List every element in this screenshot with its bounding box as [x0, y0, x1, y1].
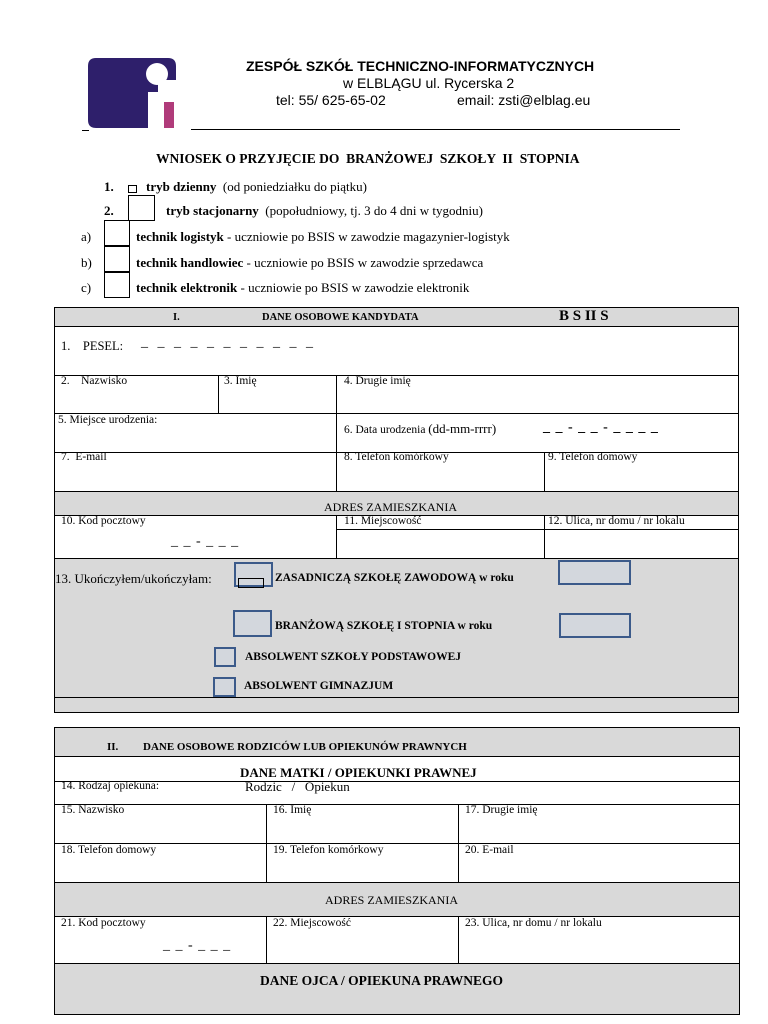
mode-evening: [166, 203, 483, 219]
birthdate-label-text: 6. Data urodzenia: [344, 424, 426, 436]
mode-evening-num: 2.: [104, 203, 114, 218]
zasad-checkbox-inner: [238, 578, 264, 588]
mobile-label: 8. Telefon komórkowy: [344, 451, 449, 463]
second-name-label: 4. Drugie imię: [344, 375, 411, 387]
profession-a-letter: a): [81, 229, 92, 244]
parent-street-label: 23. Ulica, nr domu / nr lokalu: [465, 917, 602, 929]
school-phone: tel: 55/ 625-65-02: [276, 92, 386, 108]
parent-second-name-label: 17. Drugie imię: [465, 804, 538, 816]
birthdate-dashes: _ _ - _ _ - _ _ _ _: [543, 420, 659, 435]
mode-daily-desc: (od poniedziałku do piątku): [222, 179, 367, 194]
zasad-year-field[interactable]: [558, 560, 631, 585]
surname-label: 2. Nazwisko: [61, 375, 128, 387]
form-title: WNIOSEK O PRZYJĘCIE DO BRANŻOWEJ SZKOŁY II STOPNIA: [156, 151, 580, 166]
gimn-label: ABSOLWENT GIMNAZJUM: [244, 680, 394, 692]
mode-evening-checkbox[interactable]: [128, 195, 155, 221]
section1-title: DANE OSOBOWE KANDYDATA: [262, 312, 419, 323]
email-label: 7. E-mail: [61, 451, 107, 463]
graduated-bottom-strip: [54, 697, 739, 713]
bs1-year-field[interactable]: [559, 613, 631, 638]
parent-postal-code-dashes: _ _ - _ _ _: [163, 938, 232, 953]
profession-a-name: technik logistyk: [136, 229, 224, 244]
parent-email-label: 20. E-mail: [465, 844, 514, 856]
city-label: 11. Miejscowość: [344, 515, 422, 527]
pesel-cell[interactable]: [54, 326, 739, 376]
profession-b-letter: b): [81, 255, 92, 270]
parent-mobile-label: 19. Telefon komórkowy: [273, 844, 384, 856]
street-cell[interactable]: [544, 529, 739, 559]
podst-checkbox[interactable]: [214, 647, 236, 667]
school-logo: [88, 58, 178, 128]
birthdate-label: [344, 421, 496, 437]
gimn-checkbox[interactable]: [213, 677, 236, 697]
profession-b-name: technik handlowiec: [136, 255, 244, 270]
profession-c-checkbox[interactable]: [104, 272, 130, 298]
mode-daily-checkbox[interactable]: [128, 185, 137, 193]
school-email: email: zsti@elblag.eu: [457, 92, 591, 108]
profession-a-checkbox[interactable]: [104, 220, 130, 246]
birthplace-label: 5. Miejsce urodzenia:: [58, 414, 158, 426]
city-cell[interactable]: [336, 529, 545, 559]
program-badge: B S II S: [559, 308, 609, 324]
parent-home-phone-label: 18. Telefon domowy: [61, 844, 157, 856]
profession-b-desc: - uczniowie po BSIS w zawodzie sprzedawca: [243, 255, 484, 270]
mode-evening-desc: (popołudniowy, tj. 3 do 4 dni w tygodniu): [265, 203, 483, 218]
header-divider-short: [82, 130, 89, 131]
guardian-type-label: 14. Rodzaj opiekuna:: [61, 780, 160, 792]
postal-code-label: 10. Kod pocztowy: [61, 515, 146, 527]
mode-evening-name: tryb stacjonarny: [166, 203, 259, 218]
profession-b: [136, 255, 483, 271]
profession-a-desc: - uczniowie po BSIS w zawodzie magazynier-logistyk: [223, 229, 510, 244]
parent-postal-code-label: 21. Kod pocztowy: [61, 917, 146, 929]
zasad-label: ZASADNICZĄ SZKOŁĘ ZAWODOWĄ w roku: [275, 572, 514, 584]
home-phone-label: 9. Telefon domowy: [548, 451, 638, 463]
bs1-label: BRANŻOWĄ SZKOŁĘ I STOPNIA w roku: [275, 620, 493, 632]
school-address: w ELBLĄGU ul. Rycerska 2: [343, 75, 515, 91]
mode-daily: [146, 179, 367, 195]
pesel-label: 1. PESEL:: [61, 339, 124, 353]
profession-b-checkbox[interactable]: [104, 246, 130, 272]
postal-code-dashes: _ _ - _ _ _: [171, 534, 240, 549]
profession-a: [136, 229, 510, 245]
parent-first-name-label: 16. Imię: [273, 804, 312, 816]
profession-c-letter: c): [81, 280, 92, 295]
birthdate-format: (dd-mm-rrrr): [428, 421, 497, 436]
first-name-label: 3. Imię: [224, 375, 257, 387]
bs1-checkbox[interactable]: [233, 610, 272, 637]
section1-num: I.: [173, 312, 180, 323]
header-divider: [191, 129, 680, 130]
mother-header-label: DANE MATKI / OPIEKUNKI PRAWNEJ: [240, 765, 477, 780]
street-label: 12. Ulica, nr domu / nr lokalu: [548, 515, 685, 527]
address-header-label: ADRES ZAMIESZKANIA: [324, 500, 457, 514]
section2-num: II.: [107, 741, 119, 753]
profession-c-desc: - uczniowie po BSIS w zawodzie elektronik: [237, 280, 470, 295]
father-header-label: DANE OJCA / OPIEKUNA PRAWNEGO: [260, 973, 504, 988]
parent-address-header-label: ADRES ZAMIESZKANIA: [325, 893, 458, 907]
mode-daily-name: tryb dzienny: [146, 179, 217, 194]
profession-c-name: technik elektronik: [136, 280, 238, 295]
school-name: ZESPÓŁ SZKÓŁ TECHNICZNO-INFORMATYCZNYCH: [246, 58, 595, 74]
guardian-type-value: Rodzic / Opiekun: [245, 779, 350, 794]
profession-c: [136, 280, 469, 296]
podst-label: ABSOLWENT SZKOŁY PODSTAWOWEJ: [245, 651, 462, 663]
father-header: [54, 963, 740, 1015]
section2-title: DANE OSOBOWE RODZICÓW LUB OPIEKUNÓW PRAWNYCH: [143, 741, 467, 753]
graduated-label: 13. Ukończyłem/ukończyłam:: [55, 571, 212, 586]
pesel-dashes: _ _ _ _ _ _ _ _ _ _ _: [141, 335, 316, 350]
parent-surname-label: 15. Nazwisko: [61, 804, 125, 816]
mode-daily-num: 1.: [104, 179, 114, 194]
parent-city-label: 22. Miejscowość: [273, 917, 351, 929]
